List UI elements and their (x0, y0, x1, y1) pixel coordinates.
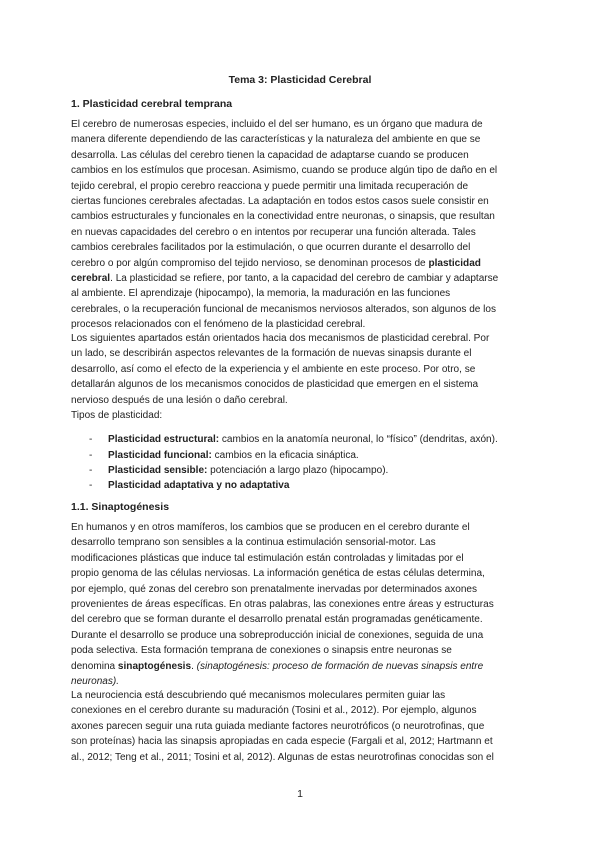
text-run: cambios en la anatomía neuronal, lo “físico” (dendritas, axón). (219, 434, 498, 445)
types-label: Tipos de plasticidad: (71, 410, 163, 421)
text-line (71, 256, 533, 271)
paragraph-mechanisms (71, 331, 533, 408)
text-line: nervioso después de una lesión o daño cerebral. (71, 394, 288, 406)
bold-term: Plasticidad sensible: (108, 465, 208, 476)
list-item-text (108, 478, 289, 493)
list-dash: - (89, 465, 93, 476)
bold-term: cerebral (71, 273, 111, 285)
list-item-text (108, 463, 388, 478)
text-line: El cerebro de numerosas especies, incluido el del ser humano, es un órgano que madura de (71, 119, 483, 130)
text-line: por ejemplo, qué zonas del cerebro son prenatalmente inervadas por determinados axones (71, 583, 478, 595)
text-line: cambios estructurales y funcionales en la conectividad entre neuronas, o sinapsis, que resultan (71, 211, 495, 223)
list-item-text (108, 432, 498, 447)
text-line: cerebrales, o la recuperación funcional de mecanismos nerviosos alterados, son algunos de los (71, 303, 497, 315)
text-line: poda selectiva. Esta formación temprana de conexiones o sinapsis entre neuronas se (71, 645, 452, 657)
text-line: neuronas). (71, 676, 120, 688)
text-line: tejido cerebral, el propio cerebro reacciona y puede permitir una limitada recuperación de (71, 180, 469, 192)
text-line: en nuevas capacidades del cerebro o en intentos por recuperar una función alterada. Tales (71, 226, 476, 238)
bold-term: Plasticidad adaptativa y no adaptativa (108, 480, 290, 491)
list-dash: - (89, 480, 93, 491)
paragraph-synaptogenesis (71, 520, 533, 689)
text-line (71, 271, 533, 286)
text-line: al ambiente. El aprendizaje (hipocampo), la memoria, la maduración en las funciones (71, 288, 451, 300)
text-run: . La plasticidad se refiere, por tanto, a la capacidad del cerebro de cambiar y adaptarse (110, 273, 499, 285)
text-line: del cerebro que se forman durante el desarrollo prenatal están programadas genéticamente. (71, 614, 483, 626)
paragraph-neuroscience (71, 688, 533, 765)
italic-definition: (sinaptogénesis: proceso de formación de nuevas sinapsis entre (196, 660, 484, 672)
section-heading-1-1: 1.1. Sinaptogénesis (71, 501, 170, 513)
paragraph-plasticity-intro (71, 117, 533, 333)
text-line: al., 2012; Teng et al., 2011; Tosini et al, 2012). Algunas de estas neurotrofinas conocidas son el (71, 751, 494, 763)
bold-term: plasticidad (428, 257, 481, 269)
text-run: . (191, 660, 197, 672)
text-line: La neurociencia está descubriendo qué mecanismos moleculares permiten guiar las (71, 690, 446, 701)
page-number: 1 (297, 788, 303, 800)
text-line: modificaciones plásticas que induce tal estimulación están controladas y limitadas por el (71, 552, 464, 564)
text-line: provenientes de áreas específicas. En otras palabras, las conexiones entre áreas y estructuras (71, 599, 494, 611)
text-line: Durante el desarrollo se produce una sobreproducción inicial de conexiones, seguida de una (71, 629, 484, 641)
text-line: desarrollo temprano son sensibles a la continua estimulación sensorial-motor. Las (71, 537, 436, 549)
text-run: denomina (71, 660, 118, 672)
bold-term: Plasticidad estructural: (108, 434, 220, 445)
list-dash: - (89, 450, 93, 461)
text-line: desarrolla. Las células del cerebro tienen la capacidad de adaptarse cuando se producen (71, 149, 469, 161)
text-line: ciertas funciones cerebrales afectadas. La adaptación en todos estos casos suele consistir en (71, 196, 489, 208)
text-line: detallarán algunos de los mecanismos conocidos de plasticidad que emergen en el sistema (71, 379, 479, 391)
text-line: propio genoma de las células nerviosas. La información genética de estas células determina, (71, 568, 485, 580)
text-run: cambios en la eficacia sináptica. (211, 450, 359, 461)
text-line: desarrollo, así como el efecto de la experiencia y el ambiente en este proceso. Por otro, se (71, 363, 476, 375)
text-line: cambios cerebrales facilitados por la estimulación, o que ocurren durante el desarrollo del (71, 242, 471, 254)
text-line (71, 659, 533, 674)
document-title: Tema 3: Plasticidad Cerebral (228, 74, 372, 86)
text-line: Los siguientes apartados están orientados hacia dos mecanismos de plasticidad cerebral. Por (71, 333, 490, 344)
bold-term: sinaptogénesis (117, 660, 192, 672)
section-heading-1: 1. Plasticidad cerebral temprana (71, 98, 233, 110)
text-run: cerebro o por algún compromiso del tejido nervioso, se denominan procesos de (71, 257, 429, 269)
text-line: axones parecen seguir una ruta guiada mediante factores neurotróficos (o neurotrofinas, que (71, 720, 485, 732)
text-line: procesos relacionados con el fenómeno de la plasticidad cerebral. (71, 319, 366, 331)
bold-term: Plasticidad funcional: (108, 450, 212, 461)
text-line: cambios en los estímulos que procesan. Asimismo, cuando se produce algún tipo de daño en el (71, 165, 498, 177)
text-line: conexiones en el cerebro durante su maduración (Tosini et al., 2012). Por ejemplo, algunos (71, 705, 477, 717)
text-line: son proteínas) hacia las sinapsis apropiadas en cada especie (Fargali et al, 2012; Hartmann et (71, 736, 493, 748)
list-item-text (108, 448, 359, 463)
text-run: potenciación a largo plazo (hipocampo). (207, 465, 389, 476)
text-line: un lado, se describirán aspectos relevantes de la formación de nuevas sinapsis durante el (71, 348, 472, 360)
text-line: En humanos y en otros mamíferos, los cambios que se producen en el cerebro durante el (71, 522, 470, 533)
text-line: manera diferente dependiendo de las características y la naturaleza del ambiente en que se (71, 134, 481, 146)
list-dash: - (89, 434, 93, 445)
